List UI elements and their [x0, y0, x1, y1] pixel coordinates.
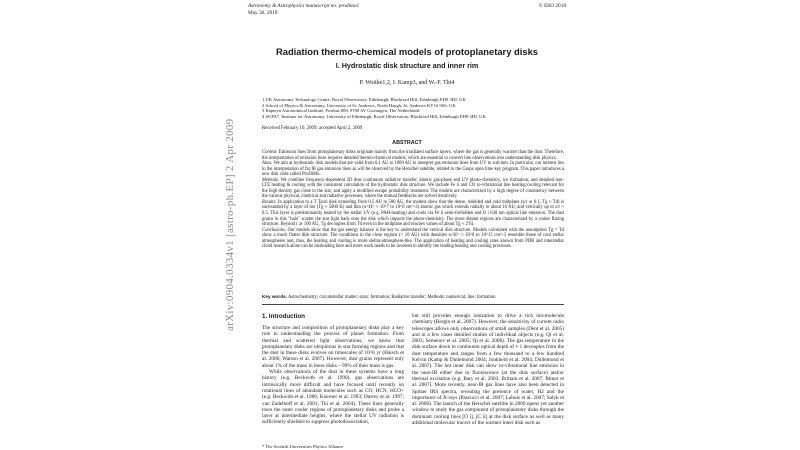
body-paragraph: The structure and composition of protoplanetary disks play a key role in understanding the process of planet formation. From thermal and scattered light observations, we know that protoplanetary disks are ubiquitous in star forming regions and that the dust in these disks evolves on timescales of 10^6 yr (Haisch et al. 2006; Watson et al. 2007). However, dust grains represent only about 1% of the mass in these disks – 99% of their mass is gas.	[262, 325, 404, 369]
abstract-paragraph	[262, 150, 564, 161]
abstract-text: We aim at hydrostatic disk models that are valid from 0.1 AU to 1000 AU to interpret gas emission lines from UV to sub-mm. In particular, our interest lies in the interpretation of far IR gas emission lines as will be observed by the Herschel satellite, related to the Gasps open time key program. This paper introduces a new disk code called ProDiMo.	[262, 161, 565, 178]
received-dates: Received February 10, 2009; accepted April 2, 2009	[262, 126, 363, 131]
abstract	[262, 150, 564, 250]
abstract-label: Results.	[262, 199, 277, 205]
abstract-label: Methods.	[262, 177, 280, 183]
abstract-label: Context.	[262, 150, 278, 155]
left-column	[262, 325, 404, 426]
affiliation: 1 UK Astronomy Technology Centre, Royal Observatory, Edinburgh, Blackford Hill, Edinburgh EH9 3HJ, UK	[262, 97, 466, 102]
left-margin	[0, 0, 222, 450]
keywords-text: Astrochemistry; circumstellar matter; stars: formation; Radiative transfer; Methods: numerical; line: formation	[287, 295, 496, 300]
paper-title: Radiation thermo-chemical models of protoplanetary disks	[275, 46, 539, 57]
paper-page	[222, 0, 572, 450]
affiliation: 3 Kapteyn Astronomical Institute, Postbus 800, 9700 AV Groningen, The Netherlands	[262, 108, 420, 114]
abstract-text: We combine frequency-dependent 2D dust continuum radiative transfer, kinetic gas-phase and UV photo-chemistry, ice formation, and detailed non-LTE heating & cooling with the consistent calculation of the hydrostatic disk structure. We include Fe ii and CO ro-vibrational line heating/cooling relevant for the high-density gas close to the star, and apply a modified escape probability treatment. The models are characterized by a high degree of consistency between the various physical, chemical and radiative processes, where the mutual feedbacks are solved iteratively.	[262, 177, 564, 200]
affiliations	[262, 97, 566, 120]
body-paragraph: but still provides enough ionization to drive a rich ion-molecule chemistry (Bergin et al. 2007). However, the sensitivity of current radio telescopes allows only observations of small samples (Dent et al. 2005) and in a few cases detailed studies of individual objects (e.g. Qi et al. 2003; Semenov et al. 2005; Qi et al. 2008). The gas temperature in the disk surface down to continuum optical depth of ≈ 1 decouples from the dust temperature and ranges from a few thousand to a few hundred Kelvin (Kamp & Dullemond 2004; Jonkheid et al. 2004; Dullemond et al. 2007). The hot inner disk can show ro-vibrational line emission in the near-IR either due to fluorescence (at the disk surface) and/or thermal excitation (e.g. Bary et al. 2003; Brittain et al. 2007; Bitner et al. 2007). More recently, near-IR gas lines have also been detected in Spitzer IRS spectra, revealing the presence of water, H2 and the importance of X-rays (Pascucci et al. 2007; Lahuis et al. 2007; Salyk et al. 2008). The launch of the Herschel satellite in 2009 opens yet another window to study the gas component of protoplanetary disks through the dominant cooling lines [O i], [C ii] at the disk surface as well as many additional molecular tracers of the warmer inner disk such as	[412, 313, 564, 427]
abstract-label: Conclusions.	[262, 227, 287, 233]
abstract-paragraph	[262, 200, 564, 228]
copyright: © ESO 2018	[538, 3, 566, 9]
abstract-paragraph	[262, 228, 564, 250]
abstract-paragraph	[262, 161, 564, 178]
right-margin	[572, 0, 800, 450]
abstract-heading: ABSTRACT	[392, 140, 422, 146]
affiliation: 2 School of Physics & Astronomy, University of St. Andrews, North Haugh, St. Andrews KY16 9SS, UK	[262, 102, 456, 108]
footnote: * The Scottish Universities Physics Alliance	[262, 444, 344, 449]
arxiv-stamp: arXiv:0904.0334v1 [astro-ph.EP] 2 Apr 2009	[224, 118, 236, 331]
running-header	[248, 3, 566, 16]
section-heading: 1. Introduction	[262, 313, 305, 320]
affiliation: 4 SUPA*, Institute for Astronomy, University of Edinburgh, Royal Observatory, Blackford Hill, Edinburgh EH9 3HJ, UK	[262, 114, 486, 120]
divider	[262, 304, 564, 305]
abstract-text: In application to a T Tauri disk extending from 0.5 AU to 500 AU, the models show that the dense, shielded and cold midplane (z/r ≲ 0.1, Tg ≈ Td) is surrounded by a layer of hot (Tg ≈ 5000 K) and thin (n<H> ≈ 10^7 to 10^8 cm^-3) atomic gas which extends radially to about 10 AU, and vertically up to z/r ≈ 0.5. This layer is predominantly heated by the stellar UV (e.g. PAH-heating) and cools via Fe ii semi-forbidden and O i 630 nm optical line emission. The dust grains in this "halo" scatter the star light back onto the disk which impacts the photo-chemistry. The more distant regions are characterized by a cooler flaring structure. Beyond r ≳ 100 AU, Tg decouples from Td even in the midplane and reaches values of about Tg ≈ 2Td.	[262, 199, 564, 228]
abstract-text: Our models show that the gas energy balance is the key to understand the vertical disk structure. Models calculated with the assumption Tg = Td show a much flatter disk structure. The conditions in the close regions (< 10 AU) with densities n<H> ≈ 10^8 to 10^15 cm^-3 resemble those of cool stellar atmospheres and, thus, the heating and cooling is more stellar-atmosphere-like. The application of heating and cooling rates known from PDR and interstellar cloud research alone can be misleading here and more work needs to be invested to identify the leading heating and cooling processes.	[262, 227, 564, 250]
paper-subtitle: I. Hydrostatic disk structure and inner rim	[335, 61, 479, 70]
abstract-text: Emission lines from protoplanetary disks originate mainly from the irradiated surface layers, where the gas is generally warmer than the dust. Therefore, the interpretation of emission lines requires detailed thermo-chemical models, which are essential to convert line observations into understanding disk physics.	[262, 150, 564, 161]
body-paragraph: While observations of the dust in these systems have a long history (e.g. Beckwith et al. 1990), gas observations are intrinsically more difficult and have focused until recently on rotational lines of abundant molecules such as CO, HCN, HCO+ (e.g. Beckwith et al. 1986; Koerner et al. 1993; Dutrey et al. 1997; van Zadelhoff et al. 2001; Thi et al. 2004). These lines generally trace the outer cooler regions of protoplanetary disks and probe a layer at intermediate heights, where the stellar UV radiation is sufficiently shielded to suppress photodissociation,	[262, 369, 404, 426]
journal-line: Astronomy & Astrophysics manuscript no. prodimo1	[248, 3, 360, 9]
keywords	[262, 294, 564, 300]
author-list: P. Woitke1,2, I. Kamp3, and W.-F. Thi4	[359, 80, 455, 86]
date-line: May 30, 2018	[248, 9, 278, 16]
abstract-label: Aims.	[262, 161, 273, 167]
abstract-paragraph	[262, 178, 564, 200]
right-column	[412, 313, 564, 426]
keywords-label: Key words.	[262, 294, 288, 299]
